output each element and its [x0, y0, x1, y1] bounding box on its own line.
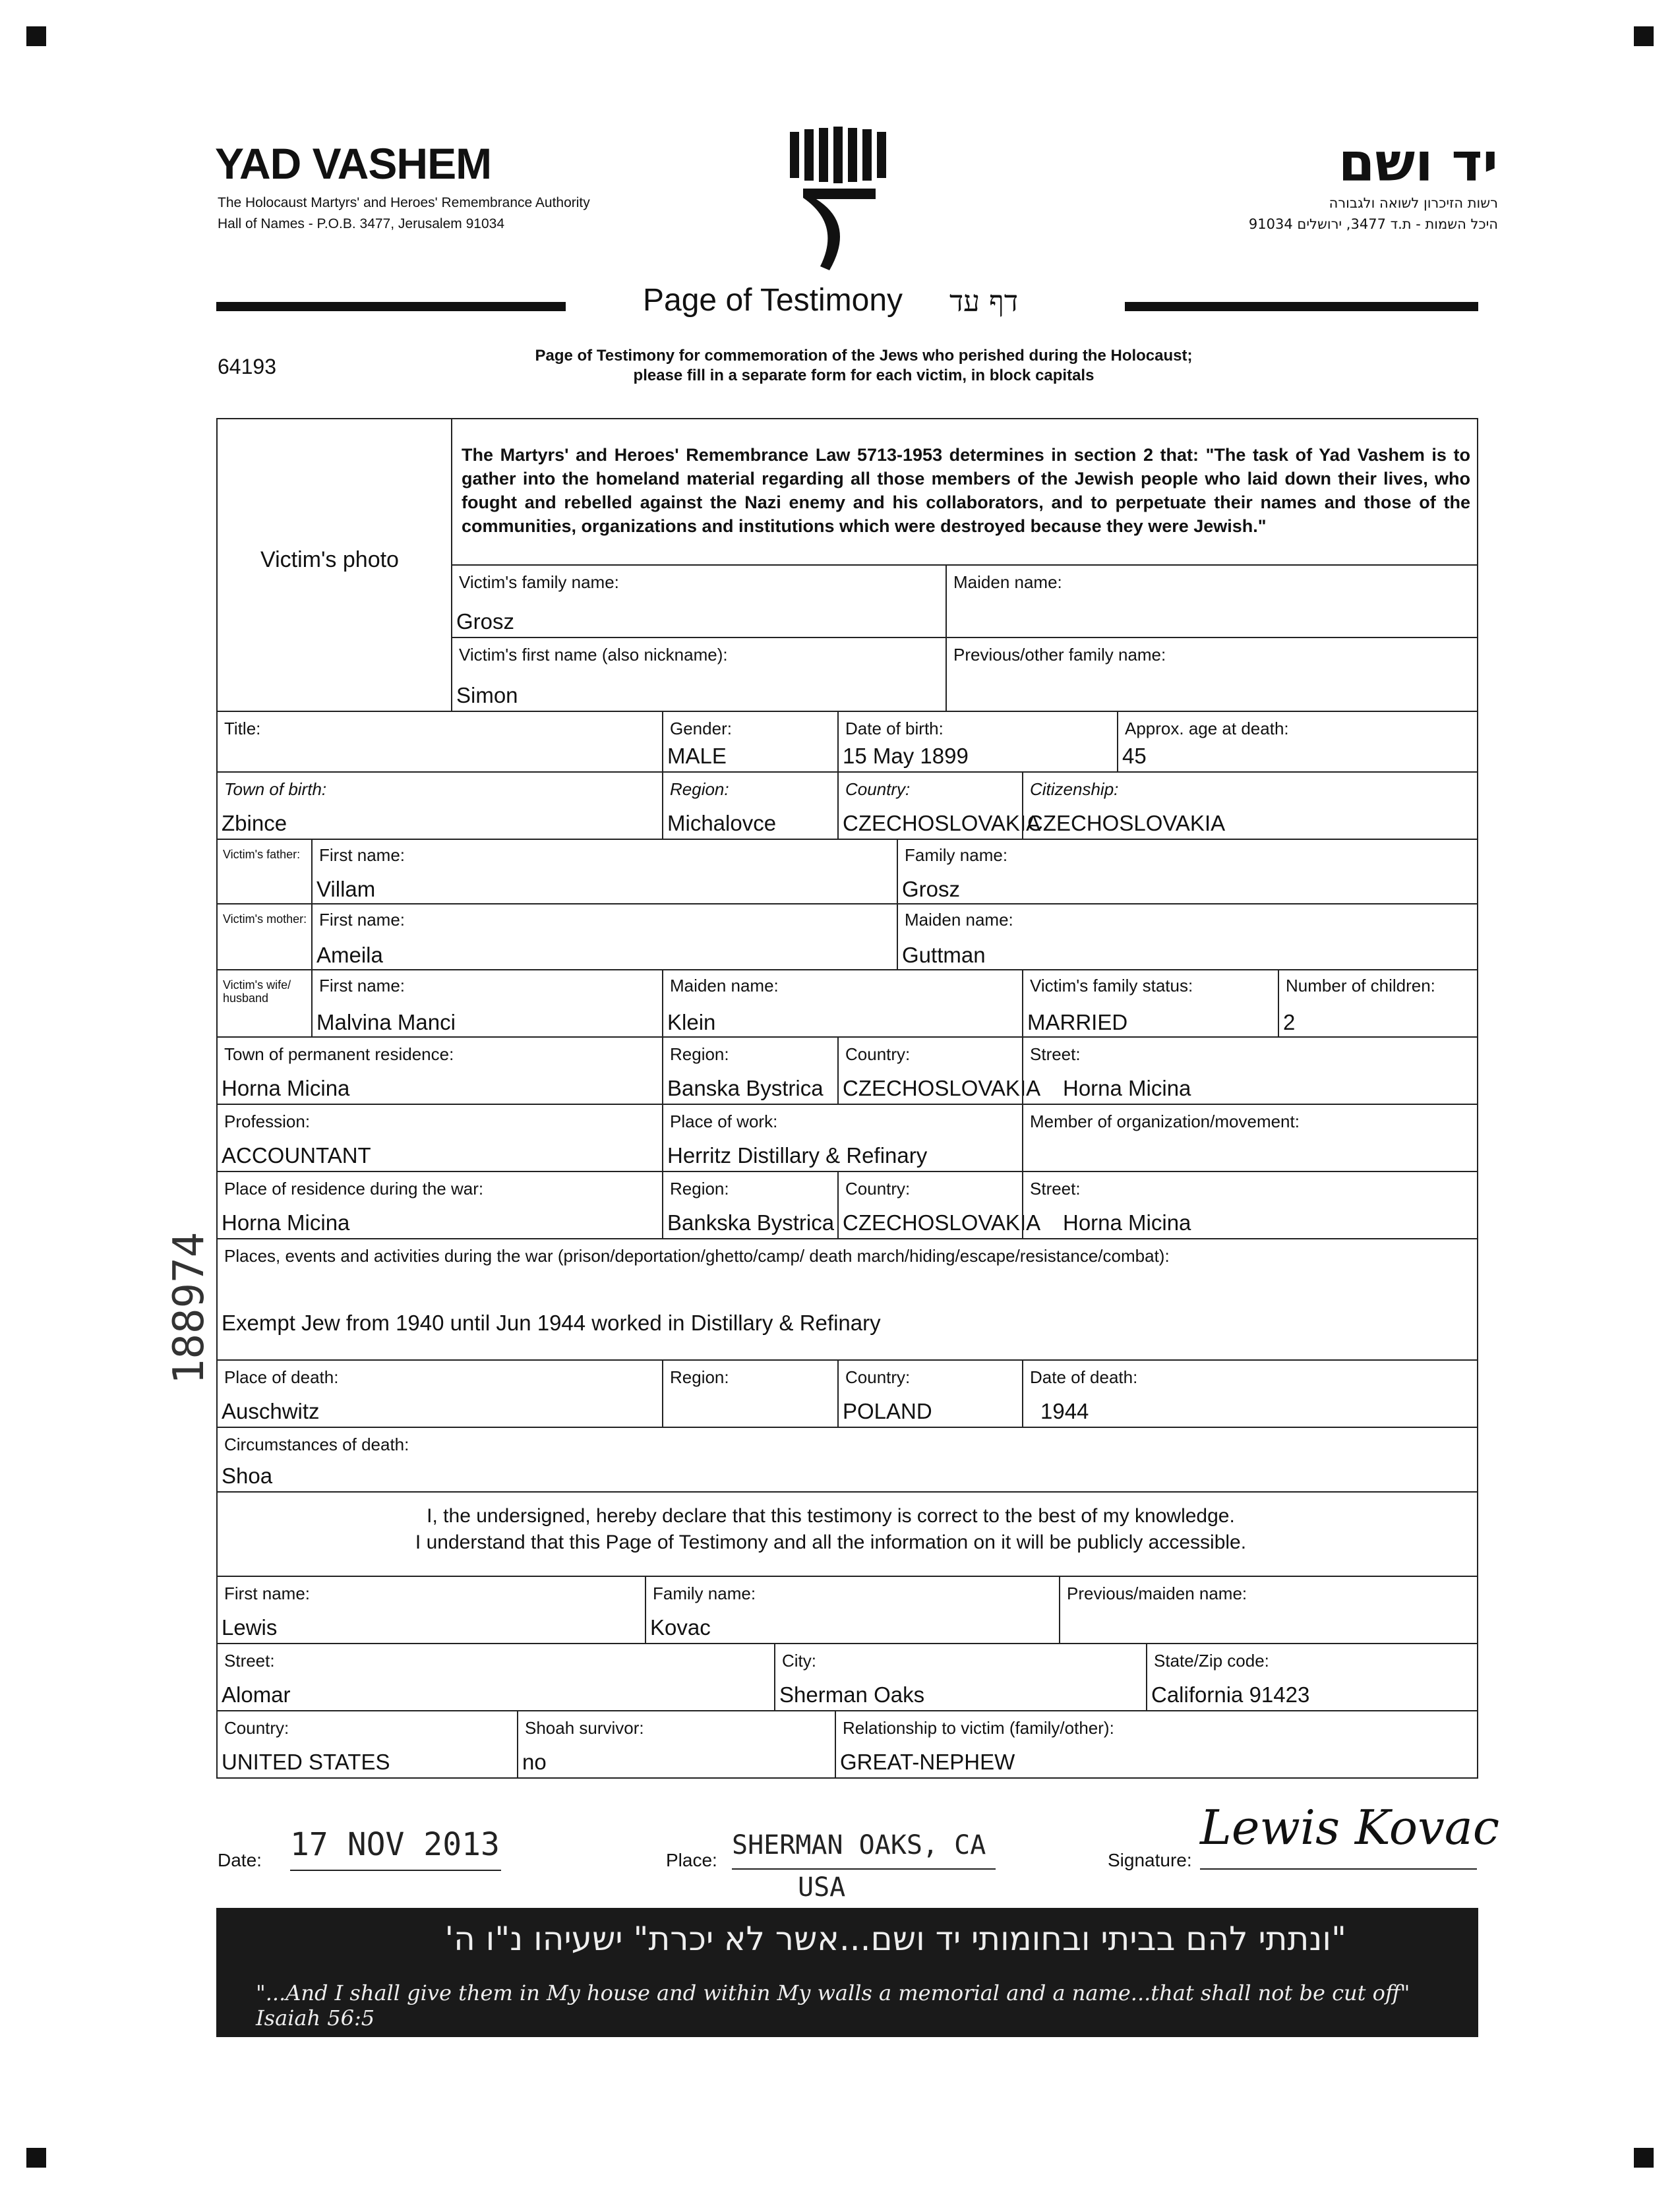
field-label: Town of birth: [224, 779, 327, 799]
field-label: Citizenship: [1030, 779, 1119, 799]
signature-label: Signature: [1108, 1850, 1192, 1870]
field-value: Grosz [456, 609, 515, 634]
father-side-label [216, 839, 313, 904]
field-value: UNITED STATES [222, 1750, 390, 1774]
registration-mark [1634, 2148, 1654, 2168]
handwritten-place: SHERMAN OAKS, CA [732, 1830, 986, 1860]
org-subtitle-he: רשות הזיכרון לשואה ולגבורה [1329, 195, 1498, 211]
family-status-field[interactable] [1022, 969, 1279, 1038]
field-label: Region: [670, 1367, 729, 1387]
field-value: Horna Micina [222, 1076, 350, 1100]
field-label: Street: [1030, 1044, 1081, 1064]
age-at-death-field[interactable] [1117, 711, 1478, 773]
submitter-city-field[interactable] [774, 1643, 1147, 1711]
field-label: Town of permanent residence: [224, 1044, 454, 1064]
field-label: First name: [319, 976, 405, 995]
father-family-name-field[interactable] [897, 839, 1478, 904]
field-label: Gender: [670, 719, 732, 738]
field-value: Banska Bystrica [667, 1076, 824, 1100]
title-field[interactable] [216, 711, 663, 773]
field-value: GREAT-NEPHEW [840, 1750, 1015, 1774]
field-value: Zbince [222, 811, 287, 835]
organization-field[interactable] [1022, 1104, 1478, 1172]
field-label: Place of death: [224, 1367, 339, 1387]
residence-town-field[interactable] [216, 1036, 663, 1105]
archive-number: 188974 [165, 1231, 214, 1384]
declaration-line: I understand that this Page of Testimony and all the information on it will be publicly accessible. [415, 1531, 1247, 1553]
field-value: Horna Micina [222, 1210, 350, 1235]
field-value: Alomar [222, 1682, 291, 1707]
field-label: Country: [845, 779, 911, 799]
field-label: Place of work: [670, 1112, 778, 1131]
date-line [290, 1870, 501, 1871]
submitter-first-name-field[interactable] [216, 1576, 646, 1644]
banner-hebrew-quote: "ונתתי להם בביתי ובחומותי יד ושם...אשר לא יכרת" ישעיהו נ"ו ה' [444, 1920, 1346, 1958]
header-rule [1125, 302, 1478, 311]
field-value: Grosz [902, 877, 961, 901]
shoah-survivor-field[interactable] [517, 1710, 836, 1779]
spouse-side-label [216, 969, 313, 1038]
country-of-birth-field[interactable] [837, 771, 1041, 840]
circumstances-of-death-field[interactable] [216, 1427, 1478, 1493]
field-value: MARRIED [1027, 1010, 1128, 1034]
death-country-field[interactable] [837, 1359, 1023, 1428]
war-residence-field[interactable] [216, 1171, 663, 1239]
field-label: Member of organization/movement: [1030, 1112, 1300, 1131]
submitter-state-zip-field[interactable] [1146, 1643, 1478, 1711]
field-value: CZECHOSLOVAKIA [1027, 811, 1226, 835]
field-label: Maiden name: [670, 976, 779, 995]
field-value: Shoa [222, 1464, 273, 1488]
field-value: CZECHOSLOVAKIA [843, 1210, 1041, 1235]
residence-region-field[interactable] [662, 1036, 839, 1105]
reference-number: 64193 [218, 355, 276, 378]
mother-side-label [216, 903, 313, 970]
field-value: CZECHOSLOVAKIA [843, 811, 1041, 835]
town-of-birth-field[interactable] [216, 771, 663, 840]
menorah-logo-icon [783, 125, 895, 277]
gender-field[interactable] [662, 711, 839, 773]
residence-country-field[interactable] [837, 1036, 1041, 1105]
org-address-he: היכל השמות - ת.ד 3477, ירושלים 91034 [1248, 216, 1498, 232]
war-country-field[interactable] [837, 1171, 1041, 1239]
field-label: Date of birth: [845, 719, 944, 738]
submitter-street-field[interactable] [216, 1643, 775, 1711]
submitter-country-field[interactable] [216, 1710, 518, 1779]
field-label: Victim's family status: [1030, 976, 1193, 995]
field-label: Country: [224, 1718, 289, 1738]
submitter-family-name-field[interactable] [645, 1576, 1060, 1644]
field-value: ACCOUNTANT [222, 1143, 371, 1168]
field-label: Region: [670, 779, 729, 799]
field-value: 15 May 1899 [843, 744, 969, 768]
quote-banner [216, 1908, 1478, 2037]
intro-line: please fill in a separate form for each victim, in block capitals [633, 367, 1095, 384]
field-value: 2 [1283, 1010, 1296, 1034]
field-label: First name: [224, 1584, 311, 1603]
row-label: Victim's wife/ husband [223, 978, 291, 1005]
death-region-field[interactable] [662, 1359, 839, 1428]
field-label: Previous/other family name: [953, 645, 1166, 665]
field-label: Country: [845, 1367, 911, 1387]
date-of-birth-field[interactable] [837, 711, 1118, 773]
field-value: Klein [667, 1010, 716, 1034]
field-label: First name: [319, 845, 405, 865]
place-line [732, 1868, 996, 1870]
field-value: Ameila [316, 943, 383, 967]
field-label: Victim's first name (also nickname): [459, 645, 728, 665]
field-value: no [522, 1750, 547, 1774]
field-value: Horna Micina [1063, 1210, 1191, 1235]
field-label: Street: [224, 1651, 275, 1671]
field-value: 45 [1122, 744, 1147, 768]
form-title: Page of Testimony [643, 283, 903, 318]
declaration [369, 1503, 1292, 1556]
field-value: 1944 [1040, 1399, 1089, 1423]
field-value: Kovac [650, 1615, 711, 1640]
number-of-children-field[interactable] [1278, 969, 1478, 1038]
field-value: POLAND [843, 1399, 932, 1423]
field-label: Country: [845, 1179, 911, 1199]
field-label: Shoah survivor: [525, 1718, 644, 1738]
field-value: Malvina Manci [316, 1010, 456, 1034]
org-title-en: YAD VASHEM [215, 139, 492, 188]
war-region-field[interactable] [662, 1171, 839, 1239]
field-value: Guttman [902, 943, 986, 967]
field-label: Previous/maiden name: [1067, 1584, 1247, 1603]
profession-field[interactable] [216, 1104, 663, 1172]
photo-label: Victim's photo [260, 547, 399, 572]
field-label: Family name: [905, 845, 1008, 865]
field-label: Places, events and activities during the war (prison/deportation/ghetto/camp/ death march/hiding/escape/resistance/combat): [224, 1246, 1170, 1266]
field-value: Horna Micina [1063, 1076, 1191, 1100]
field-label: Region: [670, 1179, 729, 1199]
residence-street-field[interactable] [1022, 1036, 1478, 1105]
field-label: Date of death: [1030, 1367, 1138, 1387]
field-value: Sherman Oaks [779, 1682, 925, 1707]
war-events-field[interactable] [216, 1238, 1478, 1361]
relationship-field[interactable] [835, 1710, 1478, 1779]
banner-english-quote: "...And I shall give them in My house and within My walls a memorial and a name...that shall not be cut off" Isaiah 56:5 [256, 1980, 1410, 2031]
form-title-he: דף עד [949, 285, 1019, 318]
submitter-previous-name-field[interactable] [1059, 1576, 1478, 1644]
header-rule [216, 302, 566, 311]
field-value: CZECHOSLOVAKIA [843, 1076, 1041, 1100]
field-label: Number of children: [1286, 976, 1435, 995]
field-value: Herritz Distillary & Refinary [667, 1143, 928, 1168]
field-label: Circumstances of death: [224, 1435, 409, 1454]
maiden-name-field[interactable] [945, 564, 1478, 638]
field-value: Villam [316, 877, 376, 901]
war-street-field[interactable] [1022, 1171, 1478, 1239]
place-label: Place: [666, 1850, 717, 1870]
row-label: Victim's mother: [223, 912, 307, 926]
field-value: Michalovce [667, 811, 777, 835]
registration-mark [1634, 26, 1654, 46]
handwritten-place-country: USA [798, 1872, 846, 1903]
law-text: The Martyrs' and Heroes' Remembrance Law 5713-1953 determines in section 2 that: "The task of Yad Vashem is to gather into the homeland material regarding all those members of the Jewish people who laid down their lives, who fought and rebelled against the Nazi enemy and his collaborators, and to perpetuate their names and those of the communities, organizations and institutions which were destroyed because they were Jewish." [462, 445, 1470, 536]
declaration-line: I, the undersigned, hereby declare that this testimony is correct to the best of my knowledge. [427, 1505, 1235, 1527]
form-intro [462, 346, 1266, 386]
field-label: Approx. age at death: [1125, 719, 1289, 738]
field-value: Simon [456, 683, 518, 707]
mother-first-name-field[interactable] [313, 903, 898, 970]
place-of-work-field[interactable] [662, 1104, 1023, 1172]
org-subtitle: The Holocaust Martyrs' and Heroes' Remembrance Authority [218, 195, 590, 210]
victim-family-name-field[interactable] [451, 564, 947, 638]
field-value: Bankska Bystrica [667, 1210, 835, 1235]
field-value: Exempt Jew from 1940 until Jun 1944 worked in Distillary & Refinary [222, 1311, 881, 1335]
field-label: Maiden name: [905, 910, 1013, 930]
field-value: California 91423 [1151, 1682, 1310, 1707]
field-label: Relationship to victim (family/other): [843, 1718, 1114, 1738]
signature-line [1200, 1868, 1477, 1870]
field-label: Family name: [653, 1584, 756, 1603]
handwritten-date: 17 NOV 2013 [290, 1826, 500, 1863]
date-of-death-field[interactable] [1022, 1359, 1478, 1428]
field-label: Country: [845, 1044, 911, 1064]
place-of-death-field[interactable] [216, 1359, 663, 1428]
region-of-birth-field[interactable] [662, 771, 839, 840]
field-label: Victim's family name: [459, 572, 619, 592]
field-value: MALE [667, 744, 727, 768]
intro-line: Page of Testimony for commemoration of the Jews who perished during the Holocaust; [535, 347, 1193, 365]
field-value: Auschwitz [222, 1399, 320, 1423]
spouse-first-name-field[interactable] [313, 969, 663, 1038]
field-label: Street: [1030, 1179, 1081, 1199]
field-label: Region: [670, 1044, 729, 1064]
field-label: First name: [319, 910, 405, 930]
victim-first-name-field[interactable] [451, 637, 947, 712]
field-label: Profession: [224, 1112, 311, 1131]
date-label: Date: [218, 1850, 262, 1870]
org-address: Hall of Names - P.O.B. 3477, Jerusalem 91034 [218, 216, 505, 231]
registration-mark [26, 2148, 46, 2168]
field-label: State/Zip code: [1154, 1651, 1269, 1671]
field-label: Place of residence during the war: [224, 1179, 484, 1199]
row-label: Victim's father: [223, 848, 301, 861]
father-first-name-field[interactable] [313, 839, 898, 904]
spouse-maiden-name-field[interactable] [662, 969, 1023, 1038]
org-title-he: יד ושם [1338, 132, 1498, 193]
citizenship-field[interactable] [1022, 771, 1478, 840]
field-label: Maiden name: [953, 572, 1062, 592]
field-label: City: [782, 1651, 816, 1671]
registration-mark [26, 26, 46, 46]
field-value: Lewis [222, 1615, 278, 1640]
signature: Lewis Kovac [1200, 1800, 1500, 1855]
previous-name-field[interactable] [945, 637, 1478, 712]
field-label: Title: [224, 719, 261, 738]
mother-maiden-name-field[interactable] [897, 903, 1478, 970]
